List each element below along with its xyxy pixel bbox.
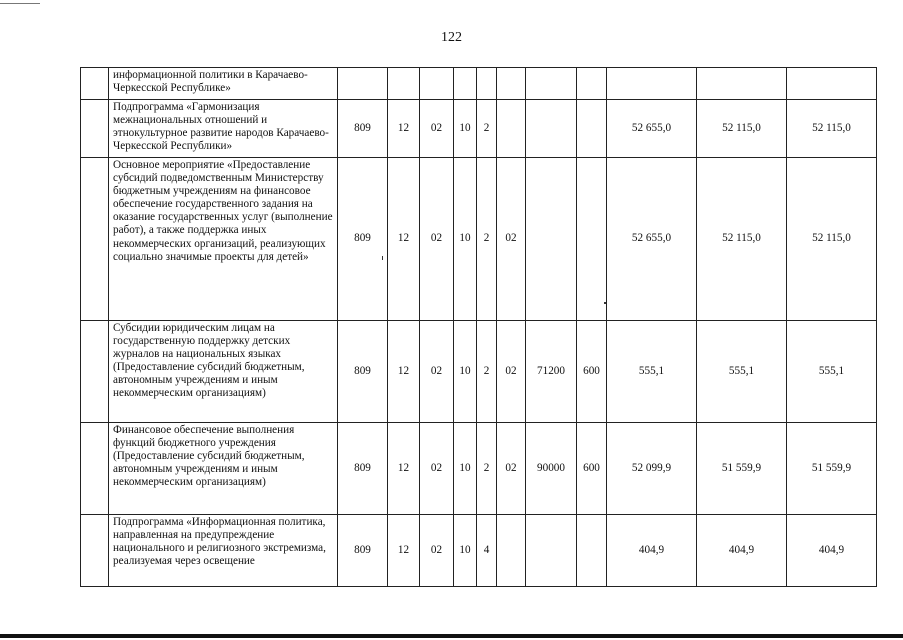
amount-2-cell: 404,9: [697, 515, 787, 587]
description-cell: информационной политики в Карачаево-Черкесской Республике»: [109, 68, 338, 100]
section-cell: 12: [388, 158, 420, 321]
program-cell: 10: [454, 321, 477, 423]
code-cell: [338, 68, 388, 100]
expense-type-cell: [577, 68, 607, 100]
event-cell: 02: [497, 423, 526, 515]
subsection-cell: 02: [420, 423, 454, 515]
budget-table: [80, 67, 877, 587]
table-row: [81, 158, 877, 321]
code-cell: 809: [338, 515, 388, 587]
code-cell: 809: [338, 158, 388, 321]
direction-cell: [526, 158, 577, 321]
event-cell: [497, 100, 526, 158]
direction-cell: [526, 515, 577, 587]
scan-speck: [382, 256, 383, 260]
amount-2-cell: 51 559,9: [697, 423, 787, 515]
amount-2-cell: 52 115,0: [697, 158, 787, 321]
expense-type-cell: 600: [577, 321, 607, 423]
expense-type-cell: [577, 158, 607, 321]
section-cell: 12: [388, 100, 420, 158]
amount-3-cell: 555,1: [787, 321, 877, 423]
section-cell: 12: [388, 515, 420, 587]
program-cell: 10: [454, 100, 477, 158]
subsection-cell: 02: [420, 158, 454, 321]
event-cell: [497, 515, 526, 587]
subprogram-cell: 2: [477, 158, 497, 321]
amount-1-cell: 555,1: [607, 321, 697, 423]
description-cell: Финансовое обеспечение выполнения функций бюджетного учреждения (Предоставление субсидий бюджетным, автономным учреждениям и иным некоммерческим организациям): [109, 423, 338, 515]
row-number-cell: [81, 321, 109, 423]
expense-type-cell: [577, 515, 607, 587]
page-number: 122: [441, 30, 462, 45]
description-cell: Основное мероприятие «Предоставление субсидий подведомственным Министерству бюджетным учреждениям на финансовое обеспечение государственного задания на оказание государственных услуг (выполнение работ), а также поддержка иных некоммерческих организаций, реализующих социально значимые проекты для детей»: [109, 158, 338, 321]
amount-1-cell: 52 655,0: [607, 100, 697, 158]
row-number-cell: [81, 158, 109, 321]
amount-1-cell: 52 655,0: [607, 158, 697, 321]
table-row: [81, 321, 877, 423]
event-cell: [497, 68, 526, 100]
amount-1-cell: [607, 68, 697, 100]
description-cell: Подпрограмма «Информационная политика, направленная на предупреждение национального и религиозного экстремизма, реализуемая через освещение: [109, 515, 338, 587]
program-cell: 10: [454, 515, 477, 587]
amount-2-cell: 555,1: [697, 321, 787, 423]
amount-3-cell: 404,9: [787, 515, 877, 587]
bottom-scan-border: [0, 634, 903, 638]
expense-type-cell: 600: [577, 423, 607, 515]
subsection-cell: [420, 68, 454, 100]
program-cell: [454, 68, 477, 100]
amount-2-cell: 52 115,0: [697, 100, 787, 158]
description-cell: Субсидии юридическим лицам на государственную поддержку детских журналов на национальных языках (Предоставление субсидий бюджетным, автономным учреждениям и иным некоммерческим организациям): [109, 321, 338, 423]
amount-3-cell: 52 115,0: [787, 100, 877, 158]
subprogram-cell: 4: [477, 515, 497, 587]
scan-speck: [604, 302, 606, 304]
event-cell: 02: [497, 158, 526, 321]
subprogram-cell: 2: [477, 321, 497, 423]
code-cell: 809: [338, 100, 388, 158]
direction-cell: [526, 100, 577, 158]
description-cell: Подпрограмма «Гармонизация межнациональных отношений и этнокультурное развитие народов Карачаево-Черкесской Республики»: [109, 100, 338, 158]
amount-3-cell: 52 115,0: [787, 158, 877, 321]
subprogram-cell: [477, 68, 497, 100]
amount-2-cell: [697, 68, 787, 100]
section-cell: [388, 68, 420, 100]
expense-type-cell: [577, 100, 607, 158]
table-row: [81, 423, 877, 515]
table-row: [81, 68, 877, 100]
row-number-cell: [81, 515, 109, 587]
subsection-cell: 02: [420, 100, 454, 158]
subsection-cell: 02: [420, 321, 454, 423]
amount-1-cell: 52 099,9: [607, 423, 697, 515]
program-cell: 10: [454, 423, 477, 515]
row-number-cell: [81, 68, 109, 100]
program-cell: 10: [454, 158, 477, 321]
amount-1-cell: 404,9: [607, 515, 697, 587]
code-cell: 809: [338, 423, 388, 515]
table-row: [81, 515, 877, 587]
table-row: [81, 100, 877, 158]
direction-cell: 71200: [526, 321, 577, 423]
subprogram-cell: 2: [477, 423, 497, 515]
row-number-cell: [81, 423, 109, 515]
top-edge-mark: [0, 3, 40, 4]
event-cell: 02: [497, 321, 526, 423]
amount-3-cell: [787, 68, 877, 100]
code-cell: 809: [338, 321, 388, 423]
row-number-cell: [81, 100, 109, 158]
section-cell: 12: [388, 321, 420, 423]
direction-cell: 90000: [526, 423, 577, 515]
subprogram-cell: 2: [477, 100, 497, 158]
direction-cell: [526, 68, 577, 100]
section-cell: 12: [388, 423, 420, 515]
amount-3-cell: 51 559,9: [787, 423, 877, 515]
subsection-cell: 02: [420, 515, 454, 587]
